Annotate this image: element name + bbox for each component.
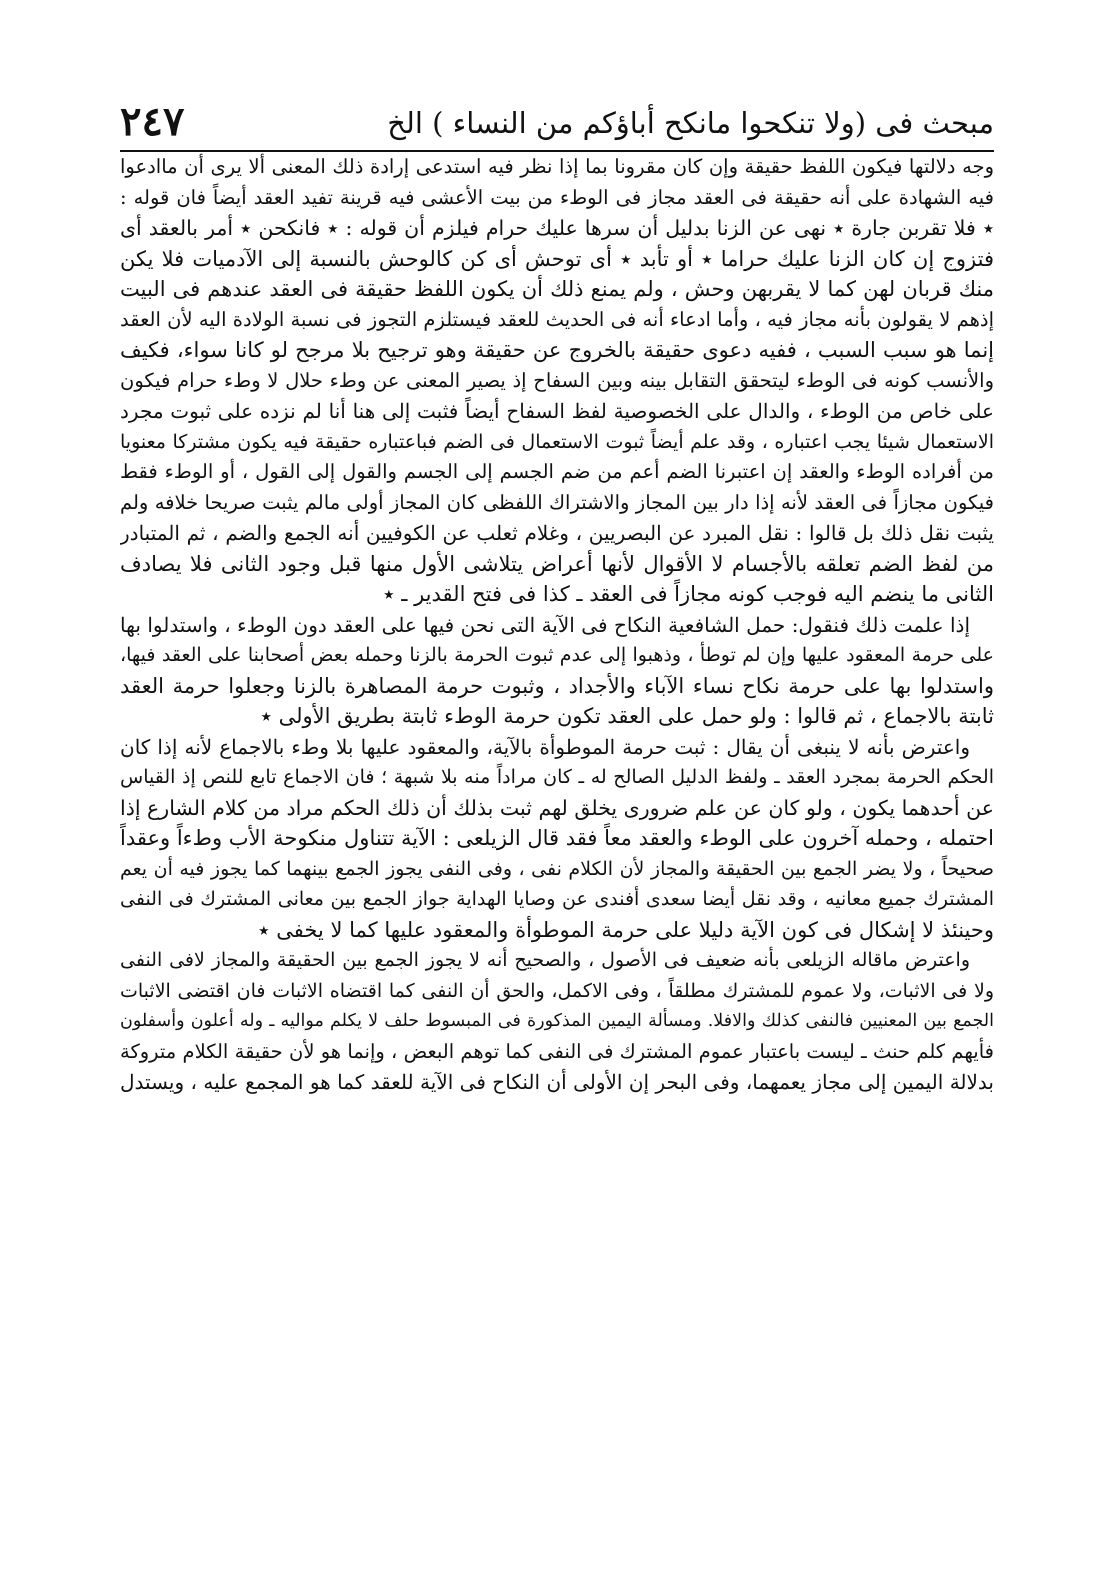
text-line: واستدلوا بها على حرمة نكاح نساء الآباء والأجداد ، وثبوت حرمة المصاهرة بالزنا وجعلوا حرمة العقد: [120, 673, 994, 698]
text-line: واعترض بأنه لا ينبغى أن يقال : ثبت حرمة الموطوأة بالآية، والمعقود عليها بلا وطء بالاجماع لأنه إذا كان: [120, 734, 970, 759]
text-line: الحكم الحرمة بمجرد العقد ـ ولفظ الدليل الصالح له ـ كان مراداً منه بلا شبهة ؛ فان الاجماع تابع للنص إذ القياس: [120, 766, 994, 788]
text-line: وحينئذ لا إشكال فى كون الآية دليلا على حرمة الموطوأة والمعقود عليها كما لا يخفى ٭: [258, 917, 994, 942]
text-line: إذا علمت ذلك فنقول: حمل الشافعية النكاح فى الآية التى نحن فيها على العقد دون الوطء ، واستدلوا بها: [120, 612, 970, 637]
text-line: واعترض ماقاله الزيلعى بأنه ضعيف فى الأصول ، والصحيح أنه لا يجوز الجمع بين الحقيقة والمجاز لافى النفى: [120, 949, 970, 971]
text-line: عن أحدهما يكون ، ولو كان عن علم ضرورى يخلق لهم ثبت بذلك أن ذلك الحكم مراد من كلام الشارع إذا: [120, 795, 994, 820]
text-line: يثبت نقل ذلك بل قالوا : نقل المبرد عن البصريين ، وغلام ثعلب عن الكوفيين أنه الجمع والضم ، ثم المتبادر: [120, 521, 994, 545]
text-line: فيكون مجازاً فى العقد لأنه إذا دار بين المجاز والاشتراك اللفظى كان المجاز أولى مالم يثبت صريحا خلافه ولم: [120, 490, 994, 514]
text-line: احتمله ، وحمله آخرون على الوطء والعقد معاً فقد قال الزيلعى : الآية تتناول منكوحة الأب وطءاً وعقداً: [120, 826, 994, 850]
text-line: فيه الشهادة على أنه حقيقة فى العقد مجاز فى الوطء من بيت الأعشى فيه قرينة تفيد العقد أيضاً فان قوله :: [120, 185, 994, 209]
text-line: بدلالة اليمين إلى مجاز يعمهما، وفى البحر إن الأولى أن النكاح فى الآية للعقد كما هو المجمع عليه ، ويستدل: [120, 1070, 994, 1094]
text-line: الجمع بين المعنيين فالنفى كذلك والافلا. ومسألة اليمين المذكورة فى المبسوط حلف لا يكلم مواليه ـ وله أعلون وأسفلون: [120, 1011, 994, 1031]
text-line: الاستعمال شيئا يجب اعتباره ، وقد علم أيضاً ثبوت الاستعمال فى الضم فباعتباره حقيقة فيه يكون مشتركا معنويا: [120, 430, 994, 453]
text-line: ثابتة بالاجماع ، ثم قالوا : ولو حمل على العقد تكون حرمة الوطء ثابتة بطريق الأولى ٭: [260, 704, 994, 728]
text-line: صحيحاً ، ولا يضر الجمع بين الحقيقة والمجاز لأن الكلام نفى ، وفى النفى يجوز الجمع بينهما كما يجوز فيه أن يعم: [120, 857, 994, 880]
text-line: من لفظ الضم تعلقه بالأجسام لا الأقوال لأنها أعراض يتلاشى الأول منها قبل وجود الثانى فلا يصادف: [120, 551, 994, 576]
text-line: والأنسب كونه فى الوطء ليتحقق التقابل بينه وبين السفاح إذ يصير المعنى عن وطء حلال لا وطء حرام فيكون: [120, 368, 994, 392]
text-line: على خاص من الوطء ، والدال على الخصوصية لفظ السفاح أيضاً فثبت إلى هنا أنا لم نزده على ثبوت مجرد: [120, 399, 994, 423]
text-line: الثانى ما ينضم اليه فوجب كونه مجازاً فى العقد ـ كذا فى فتح القدير ـ ٭: [383, 582, 994, 606]
page-header: [120, 98, 994, 148]
text-line: ٭ فلا تقربن جارة ٭ نهى عن الزنا بدليل أن سرها عليك حرام فيلزم أن قوله : ٭ فانكحن ٭ أمر بالعقد أى: [120, 216, 994, 240]
running-title: مبحث فى (ولا تنكحوا مانكح أباؤكم من النساء ) الخ: [387, 106, 994, 140]
text-line: المشترك جميع معانيه ، وقد نقل أيضا سعدى أفندى عن وصايا الهداية جواز الجمع بين معانى المشترك فى النفى: [120, 888, 994, 910]
text-line: إذهم لا يقولون بأنه مجاز فيه ، وأما ادعاء أنه فى الحديث للعقد فيستلزم التجوز فى نسبة الولادة اليه لأن العقد: [120, 307, 994, 331]
page-number: ٢٤٧: [120, 98, 185, 145]
text-line: من أفراده الوطء والعقد إن اعتبرنا الضم أعم من ضم الجسم إلى الجسم والقول إلى القول ، أو الوطء فقط: [120, 460, 994, 483]
text-line: فأيهم كلم حنث ـ ليست باعتبار عموم المشترك فى النفى كما توهم البعض ، وإنما هو لأن حقيقة الكلام متروكة: [120, 1039, 994, 1063]
text-line: وجه دلالتها فيكون اللفظ حقيقة وإن كان مقرونا بما إذا نظر فيه استدعى إرادة ذلك المعنى ألا يرى أن ماادعوا: [120, 155, 994, 178]
text-line: ولا فى الاثبات، ولا عموم للمشترك مطلقاً ، وفى الاكمل، والحق أن النفى كما اقتضاه الاثبات فان اقتضى الاثبات: [120, 979, 994, 1002]
text-line: إنما هو سبب السبب ، ففيه دعوى حقيقة بالخروج عن حقيقة وهو ترجيح بلا مرجح لو كانا سواء، فكيف: [120, 338, 994, 362]
text-line: على حرمة المعقود عليها وإن لم توطأ ، وذهبوا إلى عدم ثبوت الحرمة بالزنا وحمله بعض أصحابنا على العقد فيها،: [120, 644, 994, 666]
body-text: [120, 152, 994, 1098]
text-line: فتزوج إن كان الزنا عليك حراما ٭ أو تأبد ٭ أى توحش أى كن كالوحش بالنسبة إلى الآدميات فلا يكن: [120, 246, 994, 271]
text-line: منك قربان لهن كما لا يقربهن وحش ، ولم يمنع ذلك أن يكون اللفظ حقيقة فى العقد عندهم فى البيت: [120, 277, 994, 301]
